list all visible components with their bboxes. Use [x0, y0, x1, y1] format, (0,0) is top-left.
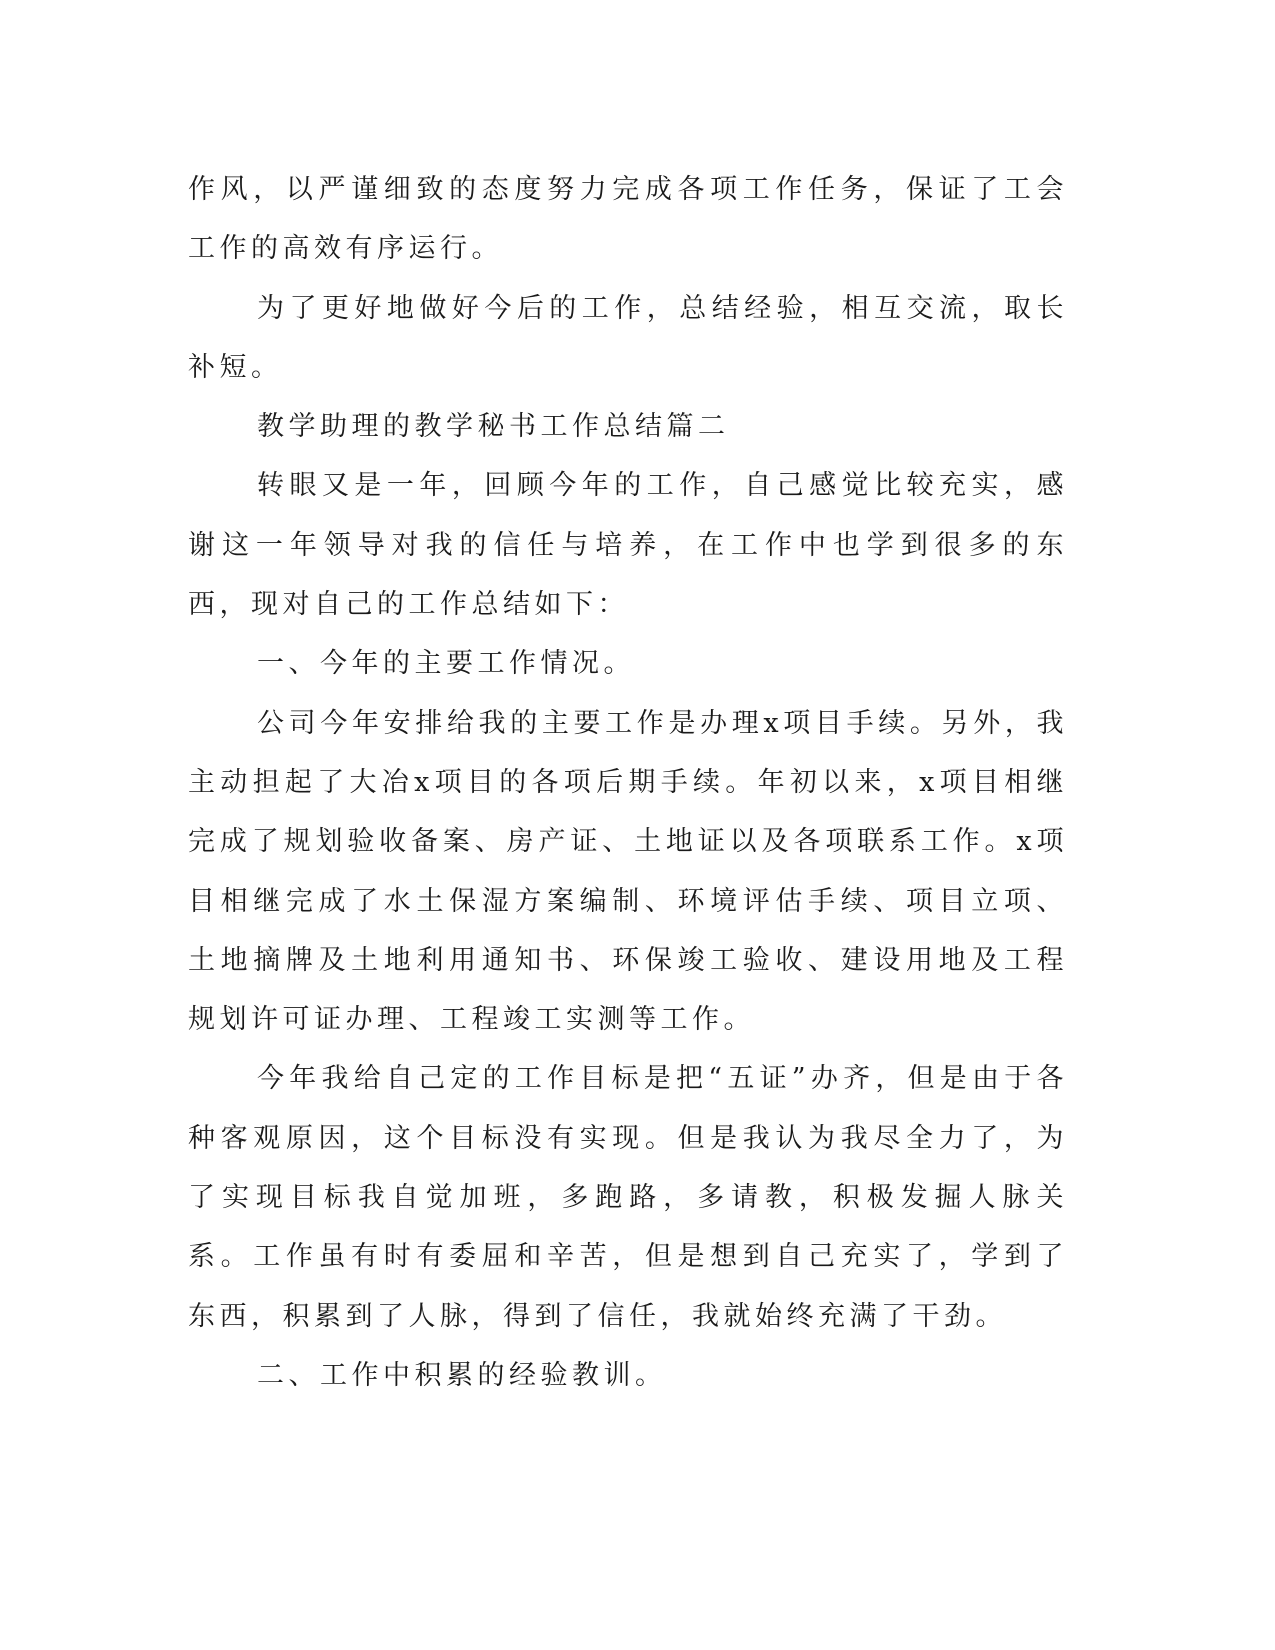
heading-lessons: 二、工作中积累的经验教训。: [257, 1359, 667, 1391]
paragraph-continuation: 作风，以严谨细致的态度努力完成各项工作任务，保证了工会工作的高效有序运行。: [188, 174, 1068, 265]
paragraph-goals: 今年我给自己定的工作目标是把“五证”办齐，但是由于各种客观原因，这个目标没有实现。但是我认为我尽全力了，为了实现目标我自觉加班，多跑路，多请教，积极发掘人脉关系。工作虽有时有委屈和辛苦，但是想到自己充实了，学到了东西，积累到了人脉，得到了信任，我就始终充满了干劲。: [188, 1063, 1068, 1332]
heading-main-work: 一、今年的主要工作情况。: [257, 648, 635, 680]
paragraph-opening: 转眼又是一年，回顾今年的工作，自己感觉比较充实，感谢这一年领导对我的信任与培养，在工作中也学到很多的东西，现对自己的工作总结如下：: [188, 470, 1068, 621]
paragraph-summary-intent: 为了更好地做好今后的工作，总结经验，相互交流，取长补短。: [188, 292, 1068, 383]
document-body: [188, 160, 1068, 1405]
section-title: 教学助理的教学秘书工作总结篇二: [257, 411, 730, 443]
paragraph-main-work: 公司今年安排给我的主要工作是办理x项目手续。另外，我主动担起了大冶x项目的各项后期手续。年初以来，x项目相继完成了规划验收备案、房产证、土地证以及各项联系工作。x项目相继完成了水土保湿方案编制、环境评估手续、项目立项、土地摘牌及土地利用通知书、环保竣工验收、建设用地及工程规划许可证办理、工程竣工实测等工作。: [188, 707, 1068, 1036]
